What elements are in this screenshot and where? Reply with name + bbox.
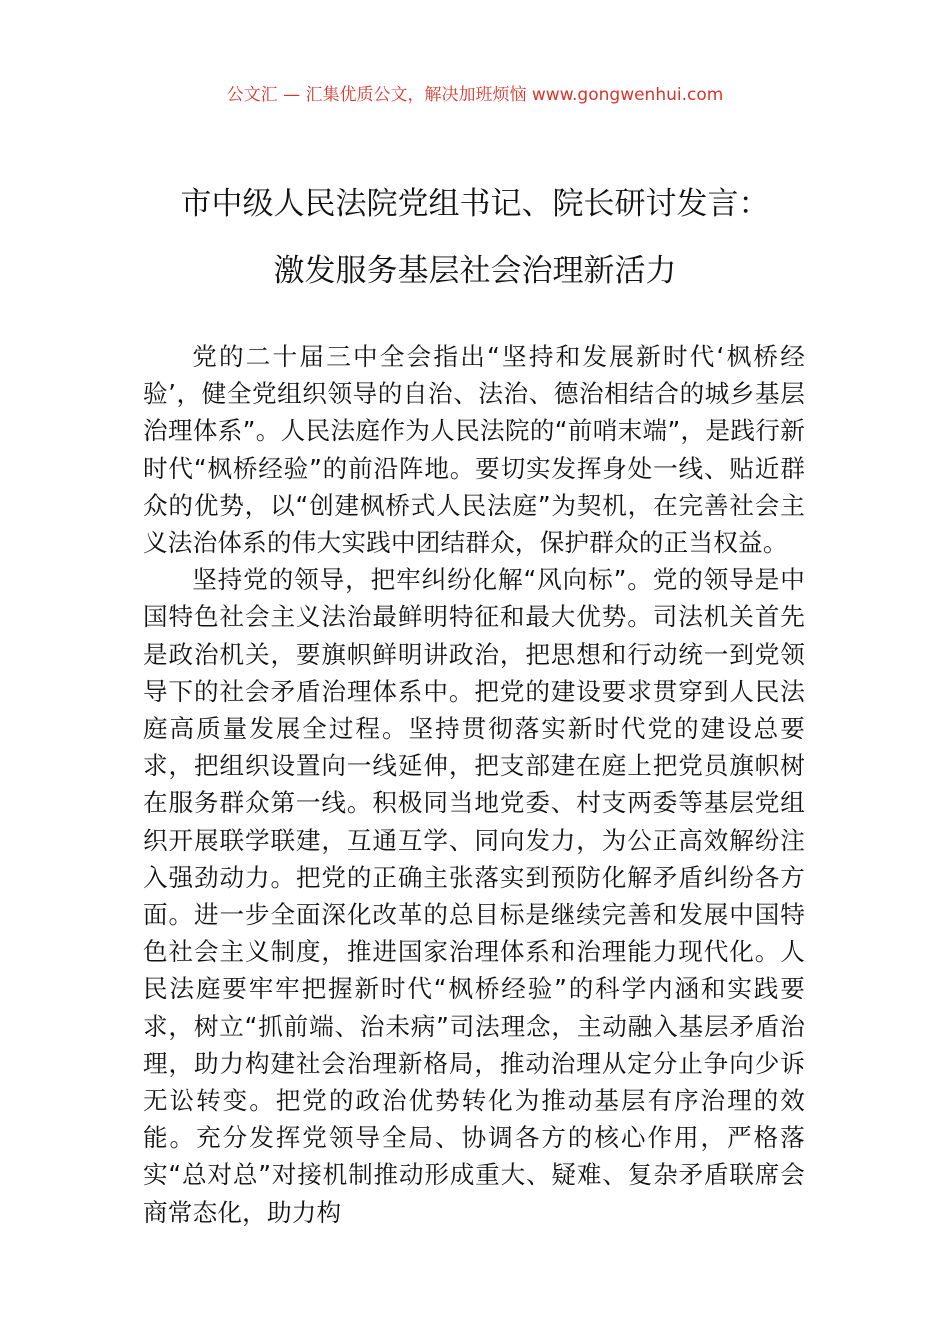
document-body (143, 338, 805, 1231)
document-title-line-1: 市中级人民法院党组书记、院长研讨发言： (180, 186, 770, 222)
body-paragraph-1: 党的二十届三中全会指出“坚持和发展新时代‘枫桥经验’，健全党组织领导的自治、法治、德治相结合的城乡基层治理体系”。人民法庭作为人民法院的“前哨末端”，是践行新时代“枫桥经验”的前沿阵地。要切实发挥身处一线、贴近群众的优势，以“创建枫桥式人民法庭”为契机，在完善社会主义法治体系的伟大实践中团结群众，保护群众的正当权益。 (143, 342, 805, 558)
body-paragraph-2: 坚持党的领导，把牢纠纷化解“风向标”。党的领导是中国特色社会主义法治最鲜明特征和最大优势。司法机关首先是政治机关，要旗帜鲜明讲政治，把思想和行动统一到党领导下的社会矛盾治理体系中。把党的建设要求贯穿到人民法庭高质量发展全过程。坚持贯彻落实新时代党的建设总要求，把组织设置向一线延伸，把支部建在庭上把党员旗帜树在服务群众第一线。积极同当地党委、村支两委等基层党组织开展联学联建，互通互学、同向发力，为公正高效解纷注入强劲动力。把党的正确主张落实到预防化解矛盾纠纷各方面。进一步全面深化改革的总目标是继续完善和发展中国特色社会主义制度，推进国家治理体系和治理能力现代化。人民法庭要牢牢把握新时代“枫桥经验”的科学内涵和实践要求，树立“抓前端、治未病”司法理念，主动融入基层矛盾治理，助力构建社会治理新格局，推动治理从定分止争向少诉无讼转变。把党的政治优势转化为推动基层有序治理的效能。充分发挥党领导全局、协调各方的核心作用，严格落实“总对总”对接机制推动形成重大、疑难、复杂矛盾联席会商常态化，助力构 (143, 565, 805, 1227)
document-title-line-2: 激发服务基层社会治理新活力 (273, 253, 677, 289)
site-header-banner: 公文汇 — 汇集优质公文，解决加班烦恼 www.gongwenhui.com (226, 85, 724, 105)
